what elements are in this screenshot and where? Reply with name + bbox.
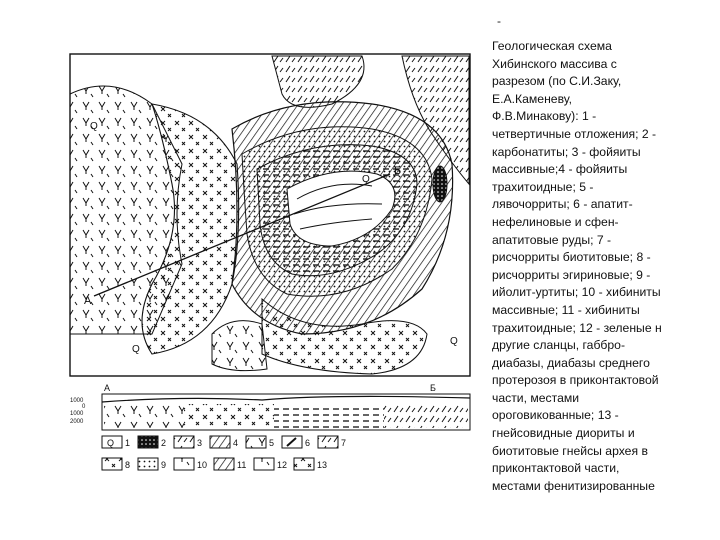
legend-number-6: 6 [305, 438, 311, 448]
section-label-b: Б [394, 165, 402, 177]
legend-swatch-2 [138, 436, 158, 448]
legend-number-9: 9 [161, 460, 167, 470]
legend-number-1: 1 [125, 438, 131, 448]
depth-tick-label: 2000 [70, 419, 84, 425]
legend-swatch-7 [318, 436, 338, 448]
section-label-a: А [104, 383, 111, 393]
legend-number-4: 4 [233, 438, 239, 448]
geological-scheme-figure [32, 34, 480, 486]
legend-number-7: 7 [341, 438, 347, 448]
quaternary-symbol: Q [90, 121, 98, 132]
depth-tick-label: 1000 [70, 398, 84, 404]
legend-swatch-5 [246, 436, 266, 448]
legend-number-12: 12 [277, 460, 288, 470]
section-schist [384, 404, 468, 428]
carbonatite-body [433, 166, 447, 202]
legend-number-11: 11 [237, 460, 247, 470]
depth-tick-label: 0 [82, 404, 86, 410]
legend-swatch-11 [214, 458, 234, 470]
legend-swatch-9 [138, 458, 158, 470]
legend-number-8: 8 [125, 460, 131, 470]
geological-map-svg [32, 34, 480, 486]
legend-number-10: 10 [197, 460, 208, 470]
section-label-a: А [84, 295, 92, 307]
legend-swatch-3 [174, 436, 194, 448]
quaternary-symbol: Q [362, 174, 370, 185]
legend-symbol-1: Q [107, 438, 115, 448]
legend-swatch-8 [102, 458, 122, 470]
legend-number-13: 13 [317, 460, 328, 470]
legend-number-2: 2 [161, 438, 167, 448]
section-gneiss [104, 404, 184, 428]
section-foyaite [274, 404, 384, 428]
legend-swatch-10 [174, 458, 194, 470]
legend-swatch-4 [210, 436, 230, 448]
section-label-b: Б [430, 383, 436, 393]
quaternary-symbol: Q [132, 344, 140, 355]
gneiss-zone-south [212, 321, 267, 371]
legend [102, 436, 346, 470]
quaternary-symbol: Q [450, 336, 458, 347]
legend-swatch-13 [294, 458, 314, 470]
legend-number-5: 5 [269, 438, 275, 448]
legend-number-3: 3 [197, 438, 203, 448]
figure-caption: Геологическая схема Хибинского массива с разрезом (по С.И.Заку, Е.А.Каменеву, Ф.В.Минакову): 1 - четвертичные отложения; 2 - карбонатиты; 3 - фойяиты массивные;4 - фойяиты трахитоидные; 5 - лявочорриты; 6 - апатит- нефелиновые и сфен- апатитовые руды; 7 - рисчорриты биотитовые; 8 - рисчорриты эгириновые; 9 - ийолит-уртиты; 10 - хибиниты массивные; 11 - хибиниты трахитоидные; 12 - зеленые н другие сланцы, габбро- диабазы, диабазы среднего протерозоя в приконтактовой части, местами ороговикованные; 13 - гнейсовидные диориты и биотитовые гнейсы архея в приконтактовой части, местами фенитизированные [492, 39, 662, 493]
depth-tick-label: 1000 [70, 411, 84, 417]
section-khibinite [184, 404, 274, 428]
legend-swatch-12 [254, 458, 274, 470]
page-mark: - [497, 14, 501, 28]
